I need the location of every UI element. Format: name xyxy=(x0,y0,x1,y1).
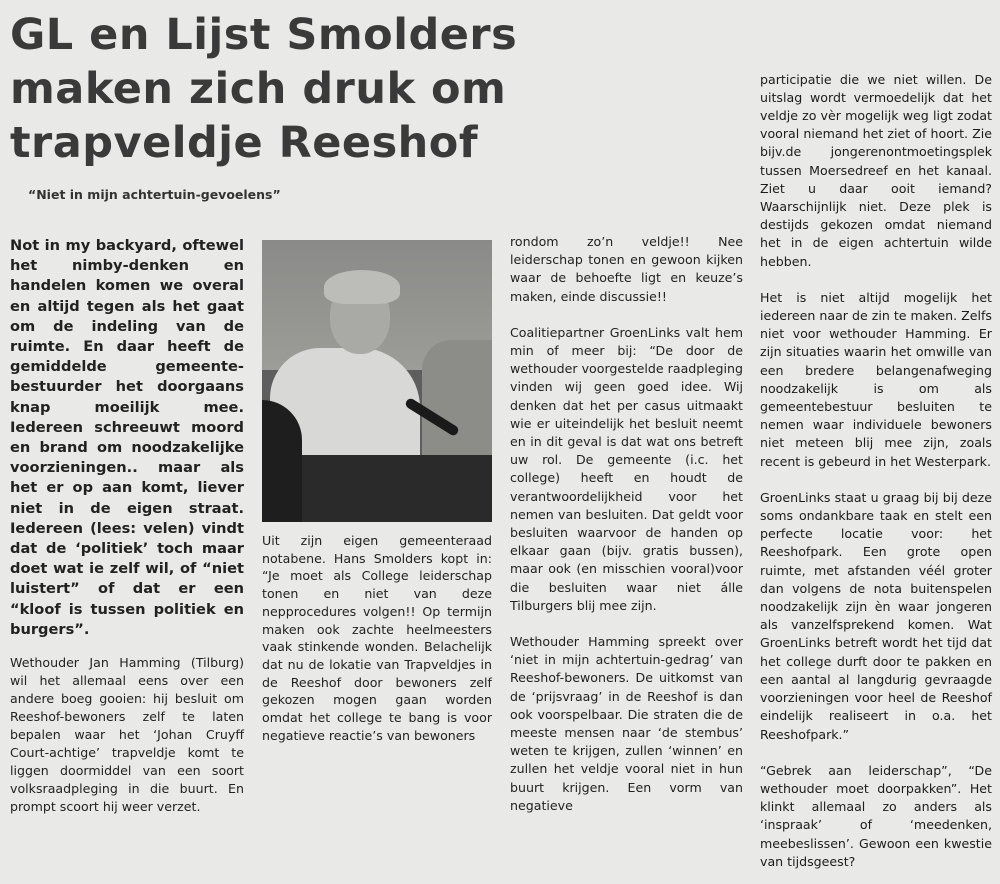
body-paragraph: rondom zo’n veldje!! Nee leiderschap tonen en gewoon kijken waar de behoefte ligt en keuze’s maken, einde discussie!! xyxy=(510,234,743,304)
headline-line: trapveldje Reeshof xyxy=(10,118,479,168)
body-paragraph: Het is niet altijd mogelijk het iedereen naar de zin te maken. Zelfs niet voor wethouder Hamming. Er zijn situaties waarin het omwille van een bredere belangenafweging noodzakelijk is om als gemeentebestuur besluiten te nemen waar individuele bewoners niet meteen blij mee zijn, zoals recent is gebeurd in het Westerpark. xyxy=(760,289,992,469)
body-paragraph: Wethouder Jan Hamming (Tilburg) wil het allemaal eens over een andere boeg gooien: hij besluit om Reeshof-bewoners zelf te laten bepalen waar het ‘Johan Cruyff Court-achtige’ trapveldje komt te liggen doormiddel van een soort volksraadpleging in die buurt. En prompt scoort hij weer verzet. xyxy=(10,655,244,815)
column-1 xyxy=(10,236,244,816)
headline-line: GL en Lijst Smolders xyxy=(10,10,518,60)
body-paragraph: Wethouder Hamming spreekt over ‘niet in mijn achtertuin-gedrag’ van Reeshof-bewoners. De uitkomst van de ‘prijsvraag’ in de Reeshof is dan ook voorspelbaar. Die straten die de meeste mensen naar ‘de stembus’ weten te krijgen, zullen ‘winnen’ en zullen het veldje vooral niet in hun buurt krijgen. Een vorm van negatieve xyxy=(510,634,743,813)
column-4 xyxy=(760,58,992,884)
body-paragraph: Uit zijn eigen gemeenteraad notabene. Hans Smolders kopt in: “Je moet als College leiderschap tonen en niet van deze nepprocedures volgen!! Op termijn maken ook zachte heelmeesters vaak stinkende wonden. Belachelijk dat nu de lokatie van Trapveldjes in de Reeshof door bewoners zelf gekozen mogen gaan worden omdat het college te bang is voor negatieve reactie’s van bewoners xyxy=(262,533,492,743)
headline-line: maken zich druk om xyxy=(10,64,507,114)
body-paragraph: Coalitiepartner GroenLinks valt hem min of meer bij: “De door de wethouder voorgestelde raadpleging vinden wij geen goed idee. Wij denken dat het per casus uitmaakt wie er uiteindelijk het besluit neemt en in dit geval is dat wat ons betreft uw rol. De gemeente (i.c. het college) heeft en houdt de verantwoordelijkheid voor het nemen van besluiten. Dat geldt voor besluiten waarvoor de handen op elkaar gaan (bijv. gratis bussen), maar ook (en misschien vooral)voor die besluiten waar niet álle Tilburgers blij mee zijn. xyxy=(510,324,743,613)
lead-paragraph: Not in my backyard, oftewel het nimby-denken en handelen komen we overal en altijd tegen als het gaat om de indeling van de ruimte. En daar heeft de gemiddelde gemeente-bestuurder het doorgaans knap moeilijk mee. Iedereen schreeuwt moord en brand om noodzakelijke voorzieningen.. maar als het er op aan komt, liever niet in de eigen straat. Iedereen (lees: velen) vindt dat de ‘politiek’ toch maar doet wat ie zelf wil, of “niet luistert” of dat er een “kloof is tussen politiek en burgers”. xyxy=(10,237,244,638)
body-paragraph: “Gebrek aan leiderschap”, “De wethouder moet doorpakken”. Het klinkt allemaal zo anders als ‘inspraak’ of ‘meedenken, meebeslissen’. Gewoon een kwestie van tijdsgeest? xyxy=(760,762,992,869)
column-3 xyxy=(510,233,743,815)
headline xyxy=(10,8,750,170)
subtitle: “Niet in mijn achtertuin-gevoelens” xyxy=(28,187,281,202)
column-2 xyxy=(262,532,492,744)
body-paragraph: participatie die we niet willen. De uitslag wordt vermoedelijk dat het veldje zo vèr mogelijk weg ligt zodat vooral niemand het ziet of hoort. Zie bijv.de jongerenontmoetingsplek tussen Moersedreef en het kanaal. Ziet u daar ooit iemand? Waarschijnlijk niet. Deze plek is destijds gekozen omdat niemand het in de eigen achtertuin wilde hebben. xyxy=(760,71,992,269)
body-paragraph: GroenLinks staat u graag bij bij deze soms ondankbare taak en stelt een perfecte locatie voor: het Reeshofpark. Een grote open ruimte, met afstanden véél groter dan volgens de nota buitenspelen noodzakelijk zijn èn waar jongeren als vanzelfsprekend komen. Wat GroenLinks betreft wordt het tijd dat het college durft door te pakken en een aantal al langdurig gevraagde voorzieningen voor heel de Reeshof eindelijk realiseert in o.a. het Reeshofpark.” xyxy=(760,489,992,742)
article-photo xyxy=(262,240,492,522)
